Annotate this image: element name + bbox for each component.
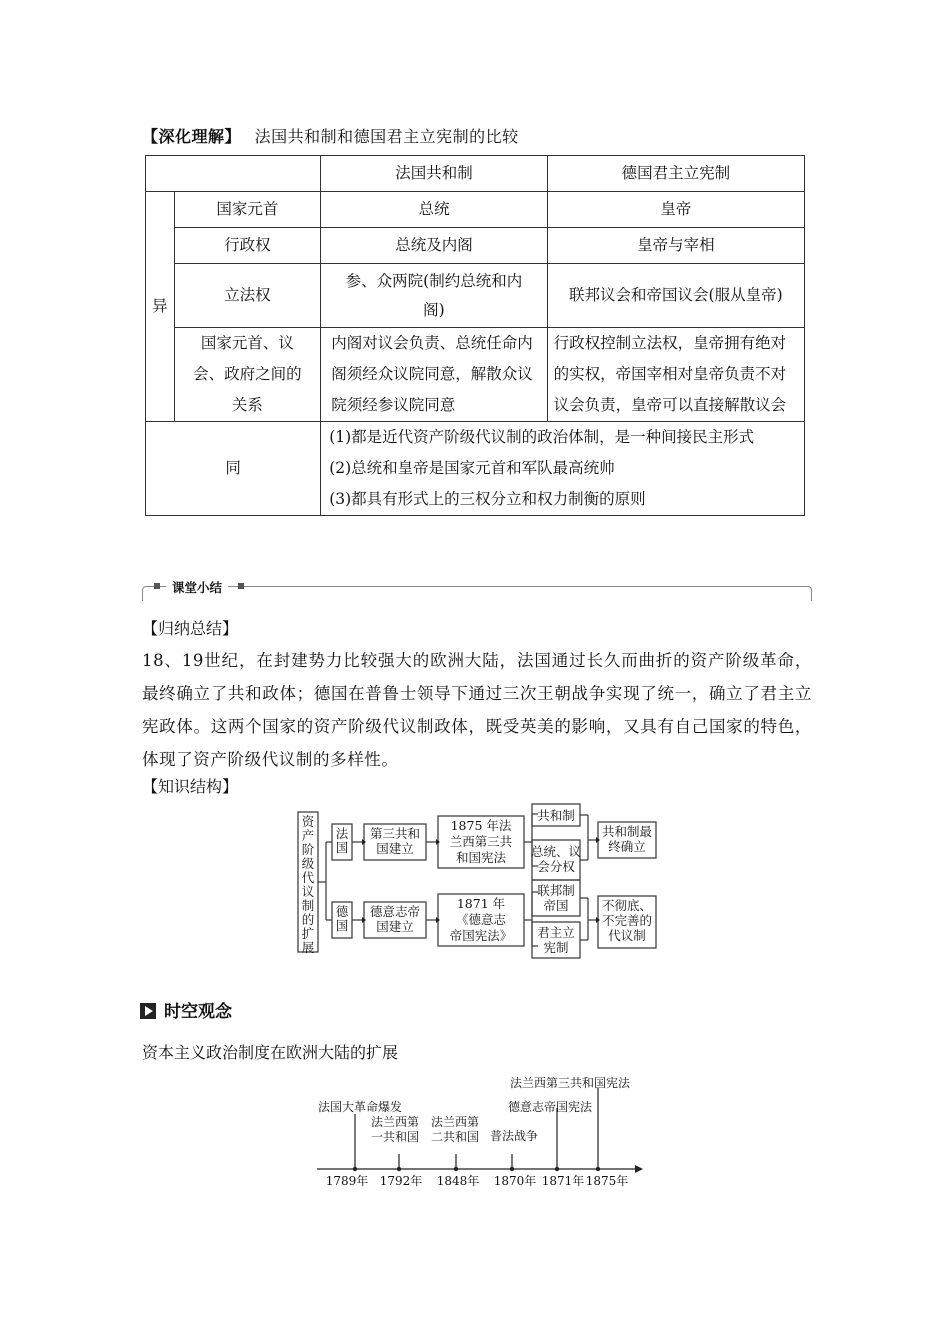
same-content (321, 422, 805, 516)
event-label: 法兰西第二共和国 (430, 1115, 480, 1144)
induction-tag: 【归纳总结】 (142, 619, 239, 638)
diagram-de-a: 联邦制帝国 (537, 883, 575, 913)
timeline-arrow-icon (635, 1165, 643, 1173)
diagram-fr: 法国 (335, 826, 349, 855)
diagram-de-b: 君主立宪制 (537, 925, 575, 955)
event-dot (353, 1167, 357, 1171)
play-triangle-icon (140, 1003, 156, 1019)
table-row-same (146, 422, 805, 516)
event-year: 1848年 (436, 1174, 480, 1188)
diagram-de-const: 1871 年《德意志帝国宪法》 (449, 896, 513, 943)
row-item: 国家元首 (174, 192, 321, 228)
timeline-subtitle: 资本主义政治制度在欧洲大陆的扩展 (142, 1043, 399, 1062)
event-label: 法国大革命爆发 (317, 1100, 403, 1114)
table-header-row (146, 156, 805, 192)
timeline-title-text: 时空观念 (164, 1002, 232, 1022)
event-dot (454, 1167, 458, 1171)
row-de: 联邦议会和帝国议会(服从皇帝) (547, 264, 804, 328)
event-dot (596, 1167, 600, 1171)
event-year: 1789年 (325, 1174, 369, 1188)
same-label: 同 (146, 422, 321, 516)
compare-heading (142, 124, 519, 147)
event-label: 法兰西第三共和国宪法 (509, 1076, 631, 1090)
diagram-fr-b: 总统、议会分权 (530, 844, 582, 874)
summary-section-label: 课堂小结 (166, 578, 228, 596)
diagram-de: 德国 (335, 904, 349, 933)
timeline-section-title (140, 997, 232, 1022)
table-row (146, 192, 805, 228)
section-bar-right-mark (238, 583, 244, 589)
row-item: 行政权 (174, 228, 321, 264)
col-header-de: 德国君主立宪制 (547, 156, 804, 192)
table-corner-cell (146, 156, 321, 192)
row-fr: 参、众两院(制约总统和内阁) (321, 264, 547, 328)
event-year: 1875年 (585, 1174, 629, 1188)
event-dot (510, 1167, 514, 1171)
event-dot (555, 1167, 559, 1171)
row-de: 皇帝 (547, 192, 804, 228)
diagram-fr-const: 1875 年法兰西第三共和国宪法 (449, 818, 513, 865)
table-row (146, 328, 805, 422)
compare-title: 法国共和制和德国君主立宪制的比较 (254, 127, 519, 146)
same-item: (1)都是近代资产阶级代议制的政治体制，是一种间接民主形式 (329, 428, 755, 446)
section-bar-left-mark (154, 583, 160, 589)
timeline-chart (305, 1068, 650, 1192)
diagram-de-result: 不彻底、不完善的代议制 (601, 898, 653, 943)
row-fr: 总统 (321, 192, 547, 228)
diagram-de-est: 德意志帝国建立 (369, 904, 421, 934)
col-header-fr: 法国共和制 (321, 156, 547, 192)
row-item: 立法权 (174, 264, 321, 328)
diff-label: 异 (146, 192, 175, 422)
event-label: 德意志帝国宪法 (507, 1100, 593, 1114)
row-item: 国家元首、议会、政府之间的关系 (174, 328, 321, 422)
summary-paragraph: 18、19世纪，在封建势力比较强大的欧洲大陆，法国通过长久而曲折的资产阶级革命，最终确立了共和政体；德国在普鲁士领导下通过三次王朝战争实现了统一，确立了君主立宪政体。这两个国家的资产阶级代议制政体，既受英美的影响，又具有自己国家的特色，体现了资产阶级代议制的多样性。 (142, 651, 812, 769)
comparison-table (145, 155, 805, 516)
event-label: 普法战争 (489, 1129, 539, 1143)
diagram-root: 资产阶级代议制的扩展 (301, 814, 315, 955)
event-dot (397, 1167, 401, 1171)
event-year: 1870年 (493, 1174, 537, 1188)
diagram-fr-result: 共和制最终确立 (601, 824, 653, 854)
row-de: 行政权控制立法权，皇帝拥有绝对的实权，帝国宰相对皇帝负责不对议会负责，皇帝可以直接解散议会 (547, 328, 804, 422)
summary-section-bar (142, 578, 812, 604)
compare-tag: 【深化理解】 (142, 127, 242, 146)
event-label: 法兰西第一共和国 (370, 1115, 420, 1144)
diagram-fr-est: 第三共和国建立 (369, 826, 421, 856)
table-row (146, 228, 805, 264)
knowledge-structure-diagram (290, 800, 670, 960)
same-item: (2)总统和皇帝是国家元首和军队最高统帅 (329, 459, 615, 477)
event-year: 1871年 (541, 1174, 585, 1188)
structure-tag: 【知识结构】 (142, 777, 239, 796)
row-fr: 总统及内阁 (321, 228, 547, 264)
same-item: (3)都具有形式上的三权分立和权力制衡的原则 (329, 490, 646, 508)
table-row (146, 264, 805, 328)
event-year: 1792年 (379, 1174, 423, 1188)
row-fr: 内阁对议会负责、总统任命内阁须经众议院同意，解散众议院须经参议院同意 (321, 328, 547, 422)
row-de: 皇帝与宰相 (547, 228, 804, 264)
diagram-fr-a: 共和制 (537, 808, 575, 823)
